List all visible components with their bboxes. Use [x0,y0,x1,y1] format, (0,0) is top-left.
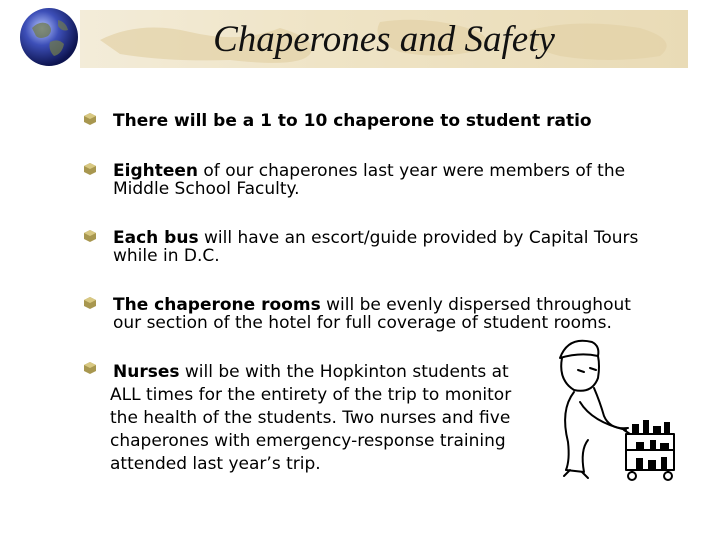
bullet-text: will be evenly dispersed throughout [320,295,631,315]
bullet-nurses [110,361,512,476]
bullet-text: of our chaperones last year were members of the [198,161,626,181]
bullet-icon [84,113,96,125]
bullet-text-bold: Each bus [113,228,199,248]
bullet-text: will have an escort/guide provided by Capital Tours [198,228,639,248]
bullet-text-bold: The chaperone rooms [113,295,321,315]
bullet-chaperone-rooms [113,296,631,332]
bullet-text: the health of the students. Two nurses and five [110,408,511,428]
bullet-text: attended last year’s trip. [110,454,321,474]
bullet-text: Middle School Faculty. [113,179,300,199]
bullet-icon [84,297,96,309]
bullet-icon [84,163,96,175]
bullet-bus-escort [113,229,638,265]
bullet-text: chaperones with emergency-response training [110,431,506,451]
bullet-text: will be with the Hopkinton students at [179,362,509,382]
bullet-chaperone-ratio [113,112,592,130]
globe-icon [18,6,80,68]
nurse-with-cart-illustration [540,330,690,490]
bullet-text-bold: There will be a 1 to 10 [113,111,328,131]
bullet-faculty [113,162,625,198]
bullet-text: ALL times for the entirety of the trip to monitor [110,385,512,405]
bullet-text-bold: Eighteen [113,161,198,181]
bullet-text: our section of the hotel for full coverage of student rooms. [113,313,612,333]
bullet-text-bold: Nurses [113,362,180,382]
bullet-text: while in D.C. [113,246,220,266]
bullet-icon [84,362,96,374]
bullet-text: chaperone to student ratio [327,111,592,131]
slide-title: Chaperones and Safety [213,19,555,60]
bullet-icon [84,230,96,242]
